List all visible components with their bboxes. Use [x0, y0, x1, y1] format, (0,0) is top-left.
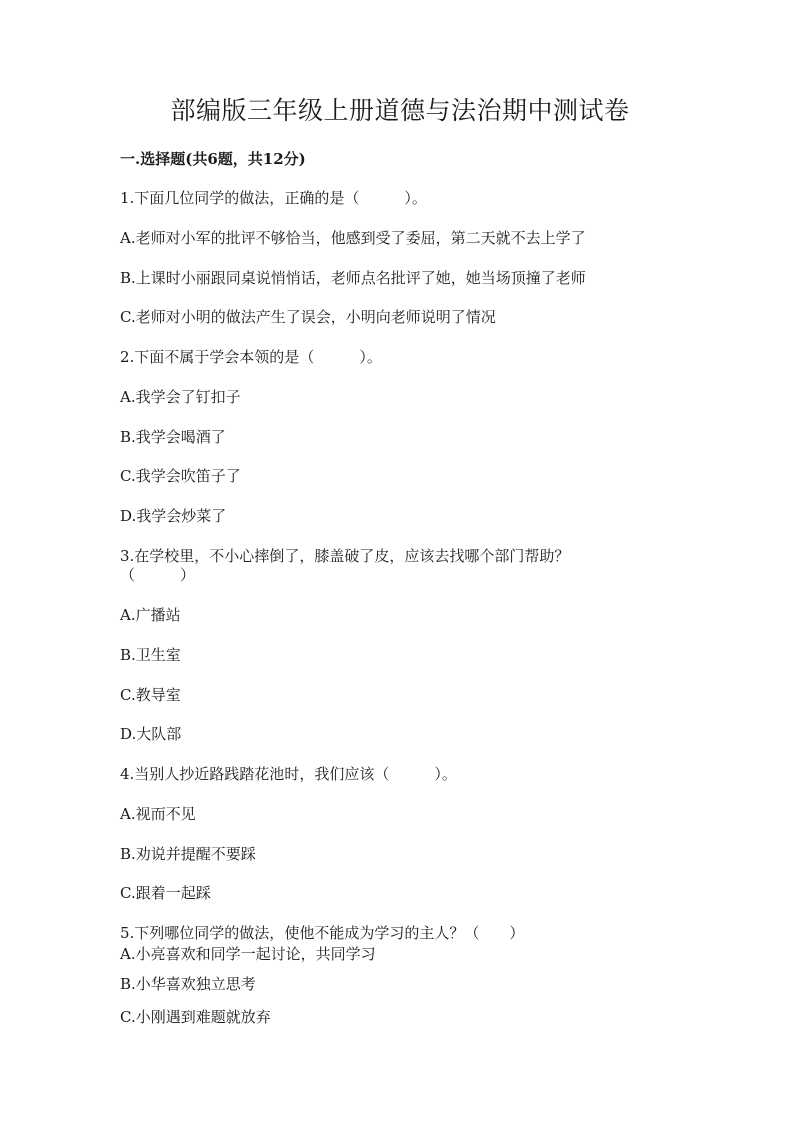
question-3-option-b: B.卫生室 [120, 646, 181, 664]
question-2-option-a: A.我学会了钉扣子 [120, 388, 241, 406]
section-heading: 一.选择题(共6题，共12分) [120, 150, 306, 168]
question-2-option-c: C.我学会吹笛子了 [120, 467, 241, 485]
question-1-option-b: B.上课时小丽跟同桌说悄悄话，老师点名批评了她，她当场顶撞了老师 [120, 269, 586, 287]
question-2-option-d: D.我学会炒菜了 [120, 507, 227, 525]
question-3-option-c: C.教导室 [120, 686, 181, 704]
question-3-option-a: A.广播站 [120, 606, 181, 624]
question-1-stem: 1.下面几位同学的做法，正确的是（ ）。 [120, 189, 427, 207]
question-4-stem: 4.当别人抄近路践踏花池时，我们应该（ ）。 [120, 765, 457, 783]
question-3-option-d: D.大队部 [120, 725, 182, 743]
question-5-option-a: A.小亮喜欢和同学一起讨论，共同学习 [120, 945, 376, 963]
question-2-stem: 2.下面不属于学会本领的是（ ）。 [120, 348, 382, 366]
question-1-option-c: C.老师对小明的做法产生了误会，小明向老师说明了情况 [120, 308, 496, 326]
question-5-option-b: B.小华喜欢独立思考 [120, 975, 256, 993]
question-5-stem: 5.下列哪位同学的做法，使他不能成为学习的主人？（ ） [120, 924, 525, 942]
question-4-option-c: C.跟着一起踩 [120, 884, 211, 902]
question-1-option-a: A.老师对小军的批评不够恰当，他感到受了委屈，第二天就不去上学了 [120, 229, 586, 247]
question-5-option-c: C.小刚遇到难题就放弃 [120, 1008, 271, 1026]
page-title: 部编版三年级上册道德与法治期中测试卷 [170, 96, 630, 125]
question-3-stem-continued: （ ） [120, 566, 196, 584]
question-3-stem: 3.在学校里，不小心摔倒了，膝盖破了皮，应该去找哪个部门帮助？ [120, 547, 570, 565]
question-2-option-b: B.我学会喝酒了 [120, 428, 226, 446]
question-4-option-b: B.劝说并提醒不要踩 [120, 845, 256, 863]
question-4-option-a: A.视而不见 [120, 805, 196, 823]
